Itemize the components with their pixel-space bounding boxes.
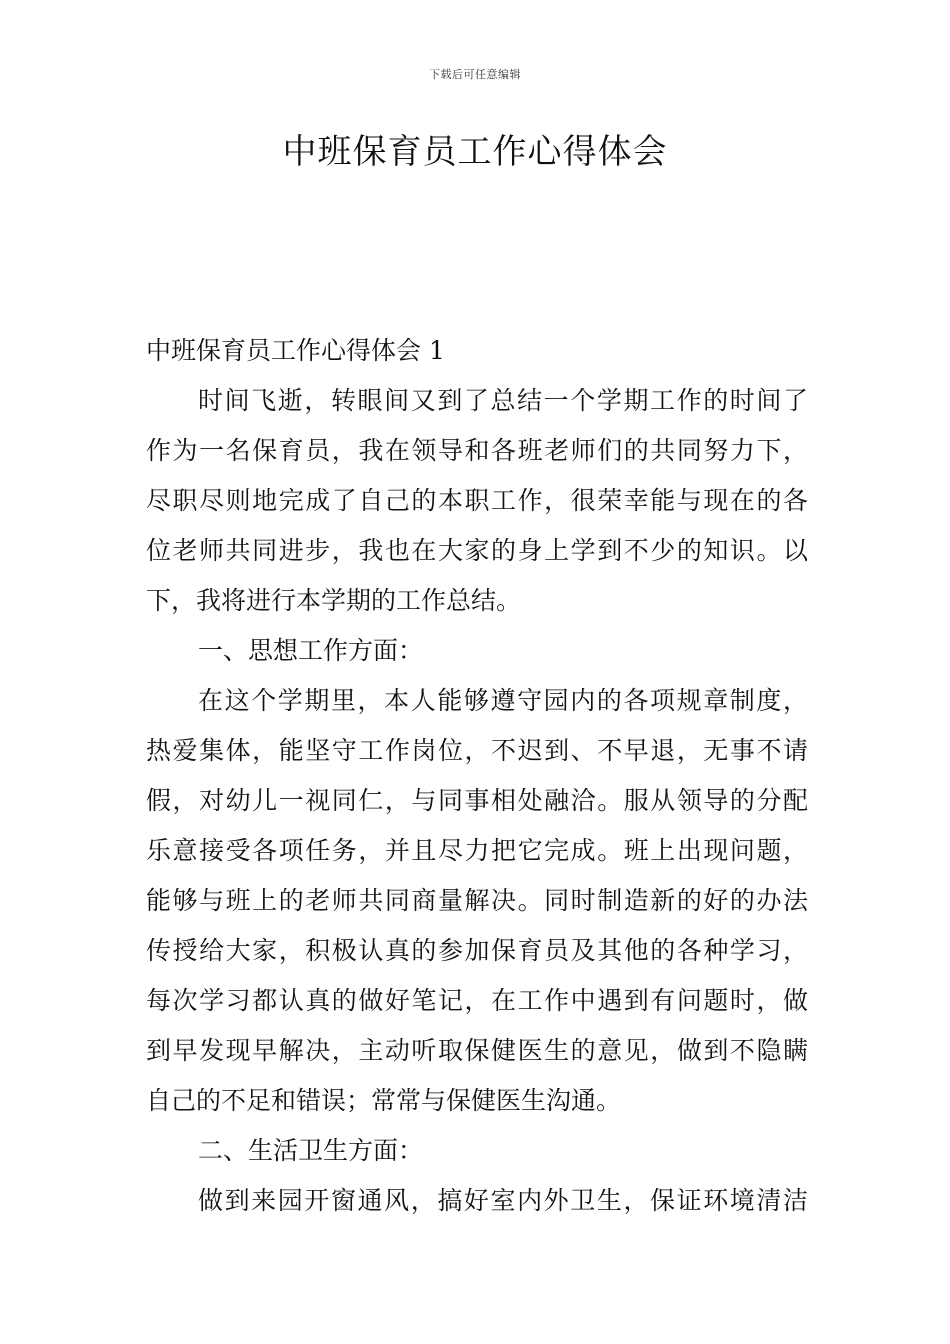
- paragraph-line: 假，对幼儿一视同仁，与同事相处融洽。服从领导的分配: [146, 786, 808, 815]
- header-note: 下载后可任意编辑: [429, 68, 521, 81]
- paragraph-line: 时间飞逝，转眼间又到了总结一个学期工作的时间了: [198, 386, 808, 415]
- paragraph-line: 每次学习都认真的做好笔记，在工作中遇到有问题时，做: [146, 986, 808, 1015]
- subheading-life-hygiene: 二、生活卫生方面：: [198, 1136, 424, 1165]
- paragraph-line: 做到来园开窗通风，搞好室内外卫生，保证环境清洁: [198, 1186, 808, 1215]
- paragraph-line: 在这个学期里，本人能够遵守园内的各项规章制度，: [198, 686, 808, 715]
- document-body: [146, 326, 808, 1226]
- document-title: 中班保育员工作心得体会: [282, 132, 668, 172]
- paragraph-line: 位老师共同进步，我也在大家的身上学到不少的知识。以: [146, 536, 808, 565]
- paragraph-line: 作为一名保育员，我在领导和各班老师们的共同努力下，: [146, 436, 808, 465]
- section-heading: 中班保育员工作心得体会 1: [146, 336, 445, 365]
- paragraph-line: 传授给大家，积极认真的参加保育员及其他的各种学习，: [146, 936, 808, 965]
- paragraph-line: 尽职尽则地完成了自己的本职工作，很荣幸能与现在的各: [146, 486, 808, 515]
- paragraph-line: 能够与班上的老师共同商量解决。同时制造新的好的办法: [146, 886, 808, 915]
- paragraph-line: 自己的不足和错误；常常与保健医生沟通。: [146, 1086, 622, 1115]
- paragraph-line: 乐意接受各项任务，并且尽力把它完成。班上出现问题，: [146, 836, 808, 865]
- paragraph-line: 到早发现早解决，主动听取保健医生的意见，做到不隐瞒: [146, 1036, 808, 1065]
- subheading-thought-work: 一、思想工作方面：: [198, 636, 424, 665]
- paragraph-line: 下，我将进行本学期的工作总结。: [146, 586, 522, 615]
- paragraph-line: 热爱集体，能坚守工作岗位，不迟到、不早退，无事不请: [146, 736, 808, 765]
